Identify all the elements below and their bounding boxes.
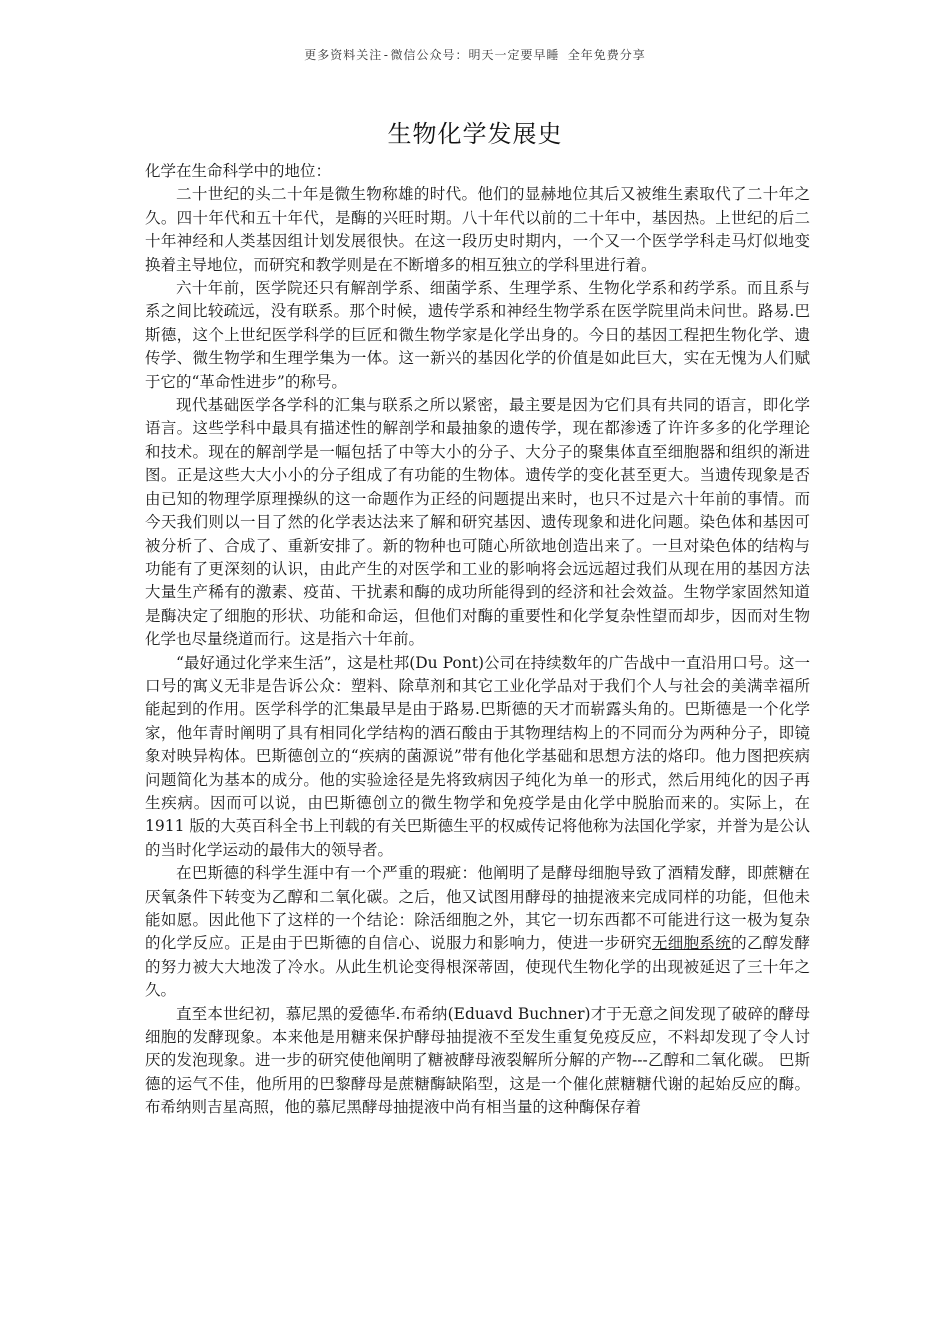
document-title: 生物化学发展史 (387, 120, 563, 148)
paragraph: 二十世纪的头二十年是微生物称雄的时代。他们的显赫地位其后又被维生素取代了二十年之久。四十年代和五十年代，是酶的兴旺时期。八十年代以前的二十年中，基因热。上世纪的后二十年神经和人类基因组计划发展很快。在这一段历史时期内，一个又一个医学学科走马灯似地变换着主导地位，而研究和教学则是在不断增多的相互独立的学科里进行着。 (145, 185, 810, 274)
section-heading: 化学在生命科学中的地位： (145, 162, 332, 180)
paragraph: 六十年前，医学院还只有解剖学系、细菌学系、生理学系、生物化学系和药学系。而且系与系之间比较疏远，没有联系。那个时候，遗传学系和神经生物学系在医学院里尚未问世。路易.巴斯德，这个上世纪医学科学的巨匠和微生物学家是化学出身的。今日的基因工程把生物化学、遗传学、微生物学和生理学集为一体。这一新兴的基因化学的价值是如此巨大，实在无愧为人们赋于它的“革命性进步”的称号。 (145, 279, 810, 391)
underlined-term: 无细胞系统 (651, 934, 732, 953)
header-note: 更多资料关注-微信公众号：明天一定要早睡 全年免费分享 (304, 48, 646, 62)
paragraph: 现代基础医学各学科的汇集与联系之所以紧密，最主要是因为它们具有共同的语言，即化学语言。这些学科中最具有描述性的解剖学和最抽象的遗传学，现在都渗透了许许多多的化学理论和技术。现在的解剖学是一幅包括了中等大小的分子、大分子的聚集体直至细胞器和组织的渐进图。正是这些大大小小的分子组成了有功能的生物体。遗传学的变化甚至更大。当遗传现象是否由已知的物理学原理操纵的这一命题作为正经的问题提出来时，也只不过是六十年前的事情。而今天我们则以一目了然的化学表达法来了解和研究基因、遗传现象和进化问题。染色体和基因可被分析了、合成了、重新安排了。新的物种也可随心所欲地创造出来了。一旦对染色体的结构与功能有了更深刻的认识，由此产生的对医学和工业的影响将会远远超过我们从现在用的基因方法大量生产稀有的激素、疫苗、干扰素和酶的成功所能得到的经济和社会效益。生物学家固然知道是酶决定了细胞的形状、功能和命运，但他们对酶的重要性和化学复杂性望而却步，因而对生物化学也尽量绕道而行。这是指六十年前。 (145, 396, 810, 649)
paragraph (145, 862, 810, 1002)
document-body (145, 160, 810, 1120)
paragraph: “最好通过化学来生活”，这是杜邦(Du Pont)公司在持续数年的广告战中一直沿用口号。这一口号的寓义无非是告诉公众：塑料、除草剂和其它工业化学品对于我们个人与社会的美满幸福所能起到的作用。医学科学的汇集最早是由于路易.巴斯德的天才而崭露头角的。巴斯德是一个化学家，他年青时阐明了具有相同化学结构的酒石酸由于其物理结构上的不同而分为两种分子，即镜象对映异构体。巴斯德创立的“疾病的菌源说”带有他化学基础和思想方法的烙印。他力图把疾病问题简化为基本的成分。他的实验途径是先将致病因子纯化为单一的形式，然后用纯化的因子再生疾病。因而可以说，由巴斯德创立的微生物学和免疫学是由化学中脱胎而来的。实际上，在 1911 版的大英百科全书上刊载的有关巴斯德生平的权威传记将他称为法国化学家，并誉为是公认的当时化学运动的最伟大的领导者。 (145, 653, 810, 859)
paragraph-text: 在巴斯德的科学生涯中有一个严重的瑕疵：他阐明了是酵母细胞导致了酒精发酵，即蔗糖在厌氧条件下转变为乙醇和二氧化碳。之后，他又试图用酵母的抽提液来完成同样的功能，但他未能如愿。因此他下了这样的一个结论：除活细胞之外，其它一切东西都不可能进行这一极为复杂的化学反应。正是由于巴斯德的自信心、说服力和影响力，使进一步研究 (145, 864, 810, 953)
paragraph: 直至本世纪初，慕尼黑的爱德华.布希纳(Eduavd Buchner)才于无意之间发现了破碎的酵母细胞的发酵现象。本来他是用糖来保护酵母抽提液不至发生重复免疫反应，不料却发现了令人讨厌的发泡现象。进一步的研究使他阐明了糖被酵母液裂解所分解的产物---乙醇和二氧化碳。 巴斯德的运气不佳，他所用的巴黎酵母是蔗糖酶缺陷型，这是一个催化蔗糖糖代谢的起始反应的酶。布希纳则吉星高照，他的慕尼黑酵母抽提液中尚有相当量的这种酶保存着 (145, 1004, 810, 1117)
paragraph-text: 的乙醇发酵的努力被大大地泼了冷水。从此生机论变得根深蒂固，使现代生物化学的出现被延迟了三十年之久。 (145, 934, 810, 1000)
